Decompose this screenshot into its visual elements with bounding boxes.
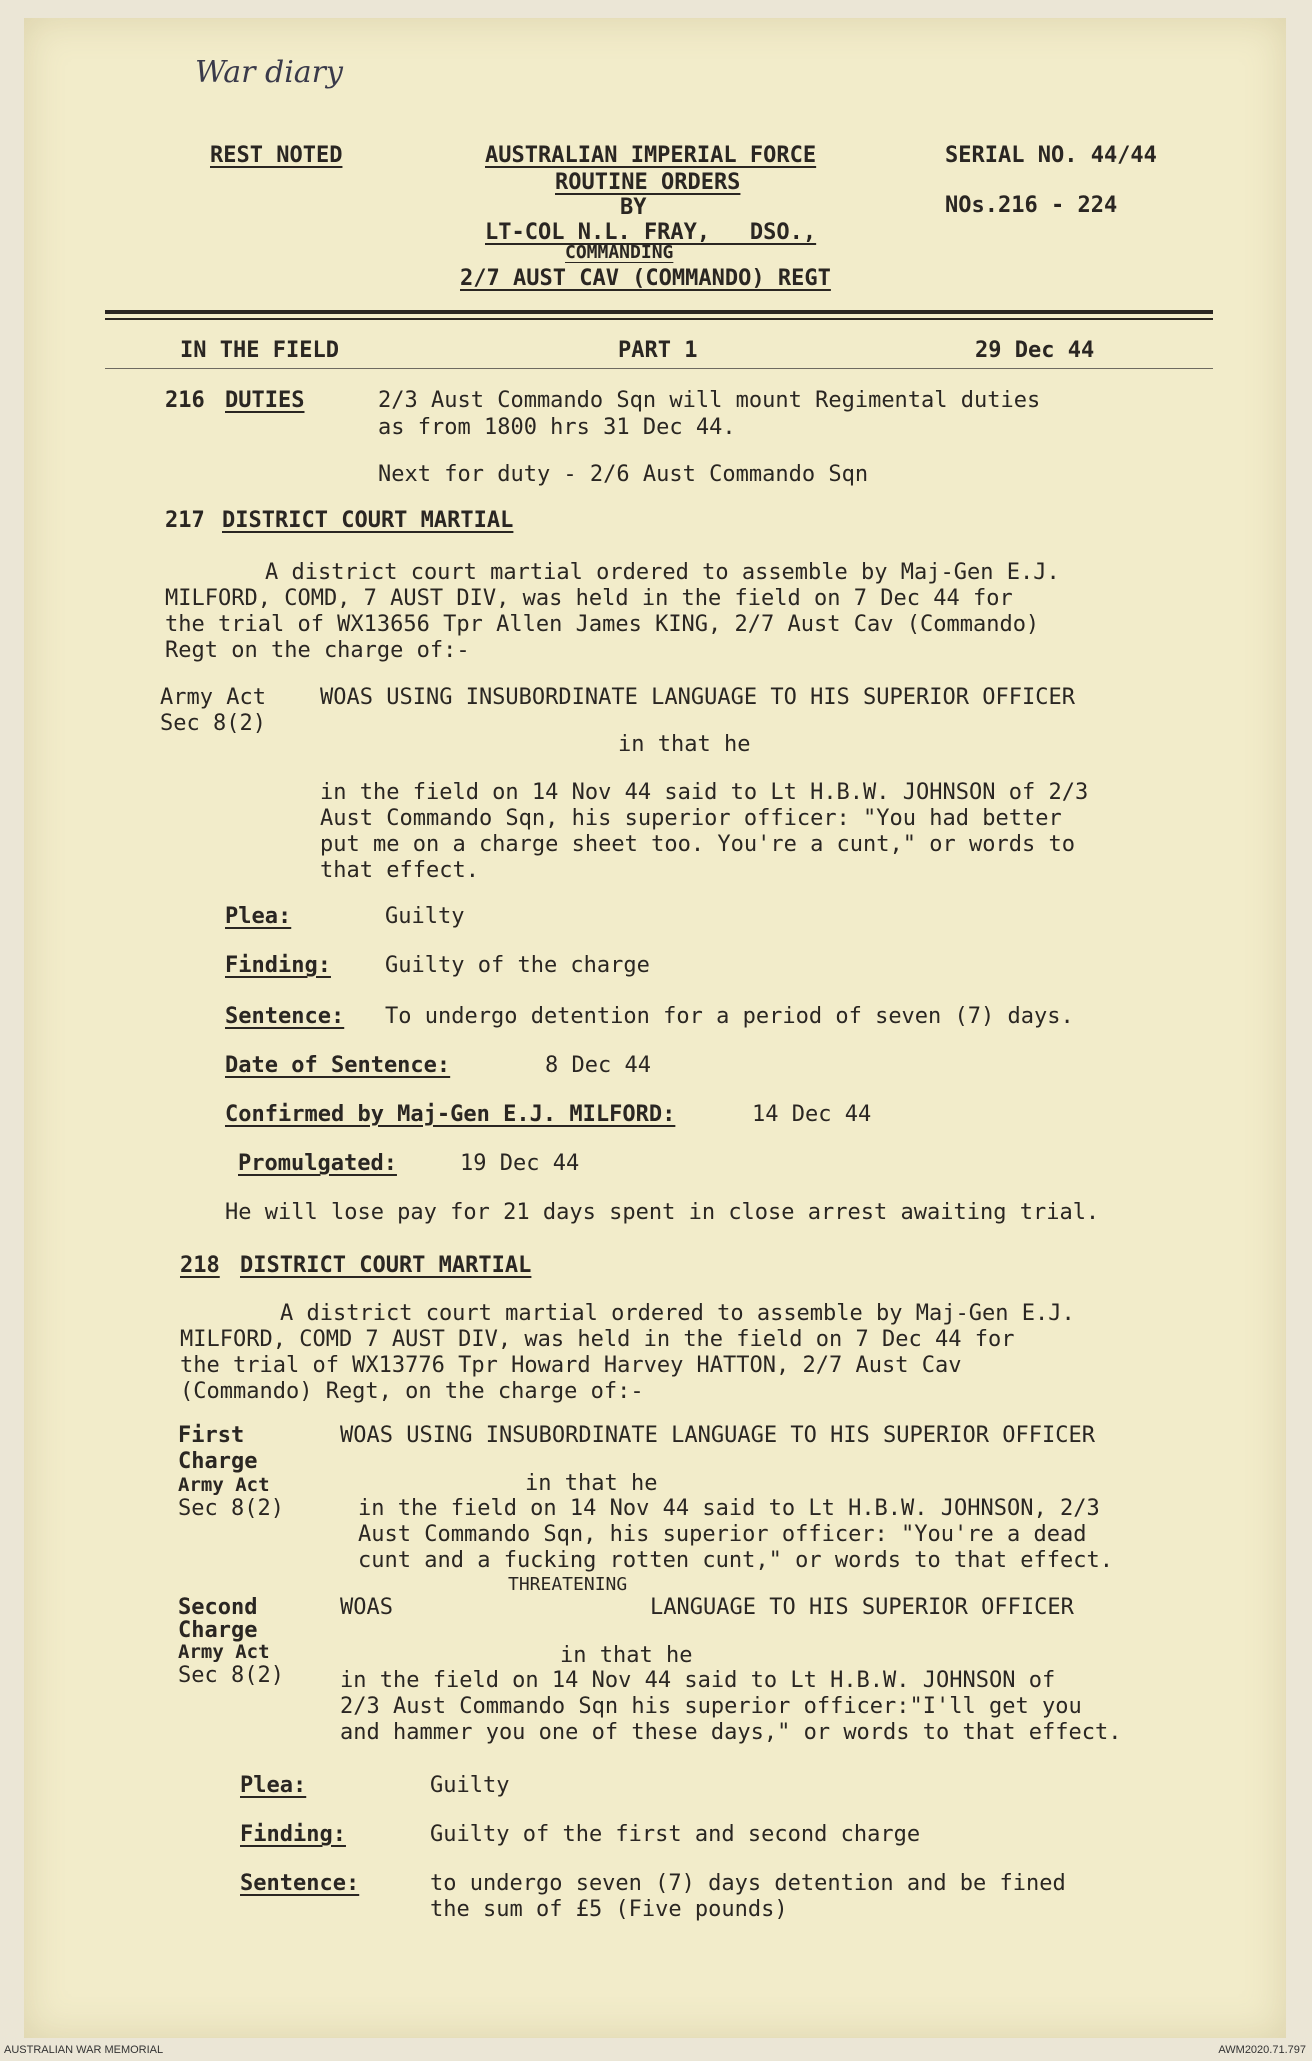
item-218-title: DISTRICT COURT MARTIAL — [240, 1253, 532, 1278]
commanding-heading: COMMANDING — [565, 242, 674, 263]
second-charge-army-act: Army Act — [178, 1641, 270, 1663]
second-charge-text: LANGUAGE TO HIS SUPERIOR OFFICER — [650, 1595, 1074, 1620]
first-charge-label-2: Charge — [178, 1449, 258, 1474]
second-charge-in-that: in that he — [560, 1643, 693, 1668]
item-217-plea-label: Plea: — [225, 904, 292, 929]
footer-accession-number: AWM2020.71.797 — [1218, 2044, 1306, 2056]
item-217-section: Sec 8(2) — [160, 711, 266, 736]
item-217-para2: MILFORD, COMD, 7 AUST DIV, was held in the field on 7 Dec 44 for — [165, 586, 1013, 611]
item-218-para4: (Commando) Regt, on the charge of:- — [180, 1379, 644, 1404]
item-218-sentence-label: Sentence: — [240, 1871, 360, 1896]
item-217-in-that: in that he — [618, 732, 751, 757]
first-charge-detail2: Aust Commando Sqn, his superior officer: "You're a dead — [358, 1522, 1087, 1547]
serial-number: SERIAL NO. 44/44 — [945, 143, 1157, 168]
item-216-line2: as from 1800 hrs 31 Dec 44. — [378, 415, 736, 440]
item-218-sentence-line2: the sum of £5 (Five pounds) — [430, 1897, 788, 1922]
item-218-number: 218 — [180, 1253, 220, 1278]
first-charge-army-act: Army Act — [178, 1474, 270, 1496]
force-heading: AUSTRALIAN IMPERIAL FORCE — [485, 143, 817, 168]
rest-noted-stamp: REST NOTED — [210, 143, 343, 168]
item-217-army-act: Army Act — [160, 685, 266, 710]
item-218-para2: MILFORD, COMD 7 AUST DIV, was held in the field on 7 Dec 44 for — [180, 1327, 1015, 1352]
item-217-date-of-sentence: 8 Dec 44 — [545, 1053, 651, 1078]
item-216-title: DUTIES — [225, 388, 305, 413]
first-charge-detail1: in the field on 14 Nov 44 said to Lt H.B.W. JOHNSON, 2/3 — [358, 1496, 1100, 1521]
item-217-sentence-label: Sentence: — [225, 1004, 345, 1029]
item-218-finding: Guilty of the first and second charge — [430, 1822, 921, 1847]
second-charge-detail2: 2/3 Aust Commando Sqn his superior officer:"I'll get you — [340, 1694, 1082, 1719]
item-216-next: Next for duty - 2/6 Aust Commando Sqn — [378, 462, 869, 487]
item-217-finding-label: Finding: — [225, 953, 331, 978]
item-217-finding: Guilty of the charge — [385, 953, 650, 978]
item-217-promulgated-label: Promulgated: — [238, 1151, 397, 1176]
item-218-para1: A district court martial ordered to assemble by Maj-Gen E.J. — [280, 1301, 1075, 1326]
item-218-sentence-line1: to undergo seven (7) days detention and be fined — [430, 1871, 1066, 1896]
item-216-line1: 2/3 Aust Commando Sqn will mount Regimental duties — [378, 388, 1041, 413]
item-217-detail4: that effect. — [320, 858, 479, 883]
first-charge-text: WOAS USING INSUBORDINATE LANGUAGE TO HIS SUPERIOR OFFICER — [340, 1423, 1095, 1448]
handwritten-annotation: War diary — [195, 55, 343, 90]
item-217-plea: Guilty — [385, 904, 465, 929]
second-charge-woas: WOAS — [340, 1595, 393, 1620]
item-217-confirmed-date: 14 Dec 44 — [752, 1102, 872, 1127]
item-217-charge: WOAS USING INSUBORDINATE LANGUAGE TO HIS SUPERIOR OFFICER — [320, 685, 1075, 710]
second-charge-section: Sec 8(2) — [178, 1663, 284, 1688]
orders-heading: ROUTINE ORDERS — [555, 170, 741, 195]
by-heading: BY — [620, 195, 647, 220]
item-218-plea: Guilty — [430, 1773, 510, 1798]
item-217-para3: the trial of WX13656 Tpr Allen James KING, 2/7 Aust Cav (Commando) — [165, 612, 1040, 637]
second-charge-detail3: and hammer you one of these days," or words to that effect. — [340, 1720, 1122, 1745]
item-216-number: 216 — [165, 388, 205, 413]
order-numbers: NOs.216 - 224 — [945, 193, 1118, 218]
first-charge-label: First — [178, 1423, 245, 1448]
order-date: 29 Dec 44 — [975, 338, 1095, 363]
footer-archive-name: AUSTRALIAN WAR MEMORIAL — [4, 2044, 164, 2056]
second-charge-label: Second — [178, 1595, 258, 1620]
item-217-para1: A district court martial ordered to assemble by Maj-Gen E.J. — [265, 560, 1060, 585]
item-217-promulgated-date: 19 Dec 44 — [460, 1151, 580, 1176]
subheader-rule — [105, 368, 1213, 369]
first-charge-detail3: cunt and a fucking rotten cunt," or words to that effect. — [358, 1548, 1113, 1573]
item-217-detail2: Aust Commando Sqn, his superior officer: "You had better — [320, 806, 1062, 831]
item-218-para3: the trial of WX13776 Tpr Howard Harvey HATTON, 2/7 Aust Cav — [180, 1353, 962, 1378]
item-217-number: 217 — [165, 508, 205, 533]
item-217-confirmed-label: Confirmed by Maj-Gen E.J. MILFORD: — [225, 1102, 676, 1127]
inserted-word-threatening: THREATENING — [508, 1574, 628, 1595]
first-charge-section: Sec 8(2) — [178, 1496, 284, 1521]
part-label: PART 1 — [618, 338, 698, 363]
location: IN THE FIELD — [180, 338, 339, 363]
item-218-finding-label: Finding: — [240, 1822, 346, 1847]
first-charge-in-that: in that he — [525, 1471, 658, 1496]
commander-heading: LT-COL N.L. FRAY, DSO., — [485, 220, 817, 245]
item-217-pay-note: He will lose pay for 21 days spent in close arrest awaiting trial. — [225, 1200, 1100, 1225]
second-charge-detail1: in the field on 14 Nov 44 said to Lt H.B.W. JOHNSON of — [340, 1668, 1056, 1693]
unit-heading: 2/7 AUST CAV (COMMANDO) REGT — [460, 266, 831, 291]
item-217-detail3: put me on a charge sheet too. You're a cunt," or words to — [320, 832, 1075, 857]
item-218-plea-label: Plea: — [240, 1773, 307, 1798]
item-217-sentence: To undergo detention for a period of seven (7) days. — [385, 1004, 1074, 1029]
item-217-title: DISTRICT COURT MARTIAL — [222, 508, 514, 533]
item-217-date-of-sentence-label: Date of Sentence: — [225, 1053, 451, 1078]
item-217-detail1: in the field on 14 Nov 44 said to Lt H.B.W. JOHNSON of 2/3 — [320, 780, 1089, 805]
second-charge-label-2: Charge — [178, 1618, 258, 1643]
header-rule-bottom — [105, 318, 1213, 320]
header-rule-top — [105, 310, 1213, 314]
item-217-para4: Regt on the charge of:- — [165, 638, 470, 663]
